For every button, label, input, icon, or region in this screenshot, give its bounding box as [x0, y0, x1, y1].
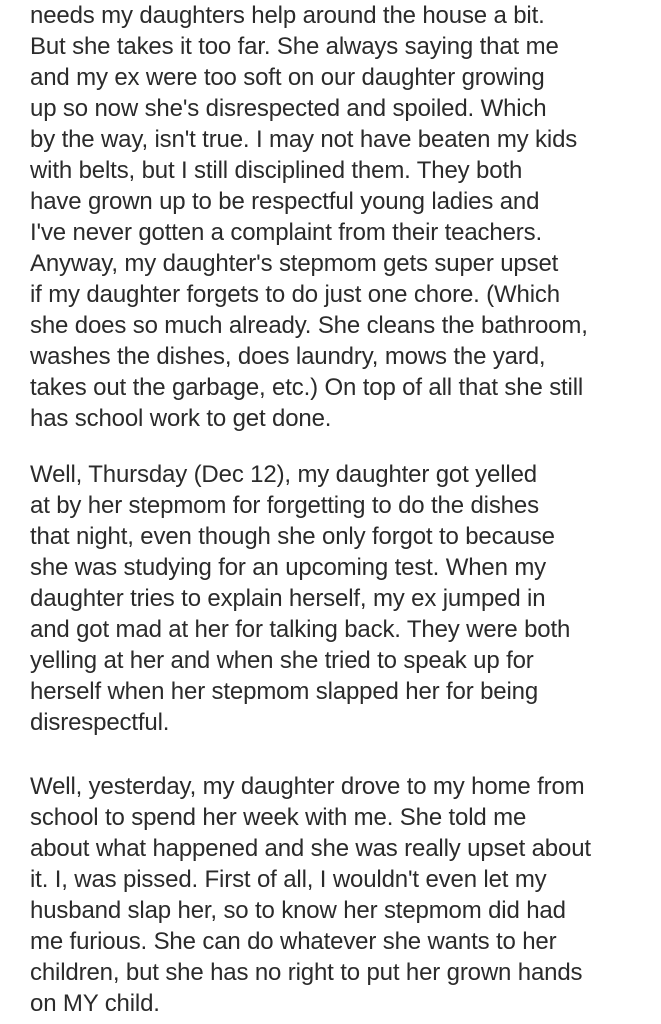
text-line: she was studying for an upcoming test. When my: [30, 554, 547, 581]
text-line: me furious. She can do whatever she wants to her: [30, 928, 557, 955]
text-line: takes out the garbage, etc.) On top of all that she still: [30, 374, 584, 401]
text-line: I've never gotten a complaint from their teachers.: [30, 219, 543, 246]
text-line: school to spend her week with me. She told me: [30, 804, 527, 831]
text-line: washes the dishes, does laundry, mows the yard,: [30, 343, 546, 370]
text-line: daughter tries to explain herself, my ex jumped in: [30, 585, 546, 612]
text-line: if my daughter forgets to do just one chore. (Which: [30, 281, 560, 308]
text-line: and got mad at her for talking back. They were both: [30, 616, 571, 643]
text-line: yelling at her and when she tried to speak up for: [30, 647, 534, 674]
paragraph-1: [30, 0, 655, 434]
text-line: she does so much already. She cleans the bathroom,: [30, 312, 588, 339]
text-line: has school work to get done.: [30, 405, 332, 432]
text-line: herself when her stepmom slapped her for being: [30, 678, 539, 705]
text-line: that night, even though she only forgot to because: [30, 523, 555, 550]
text-line: up so now she's disrespected and spoiled. Which: [30, 95, 547, 122]
text-line: and my ex were too soft on our daughter growing: [30, 64, 545, 91]
text-line: it. I, was pissed. First of all, I wouldn't even let my: [30, 866, 547, 893]
paragraph-3: [30, 771, 655, 1019]
text-line: Well, yesterday, my daughter drove to my home from: [30, 773, 585, 800]
paragraph-2: [30, 459, 655, 738]
text-line: by the way, isn't true. I may not have beaten my kids: [30, 126, 578, 153]
text-line: Anyway, my daughter's stepmom gets super upset: [30, 250, 559, 277]
text-line: on MY child.: [30, 990, 160, 1017]
text-line: with belts, but I still disciplined them. They both: [30, 157, 523, 184]
text-line: disrespectful.: [30, 709, 170, 736]
text-line: husband slap her, so to know her stepmom did had: [30, 897, 566, 924]
text-line: children, but she has no right to put her grown hands: [30, 959, 583, 986]
text-line: about what happened and she was really upset about: [30, 835, 591, 862]
text-line: But she takes it too far. She always saying that me: [30, 33, 559, 60]
text-line: at by her stepmom for forgetting to do the dishes: [30, 492, 539, 519]
text-line: needs my daughters help around the house a bit.: [30, 2, 545, 29]
text-line: have grown up to be respectful young ladies and: [30, 188, 540, 215]
text-line: Well, Thursday (Dec 12), my daughter got yelled: [30, 461, 537, 488]
